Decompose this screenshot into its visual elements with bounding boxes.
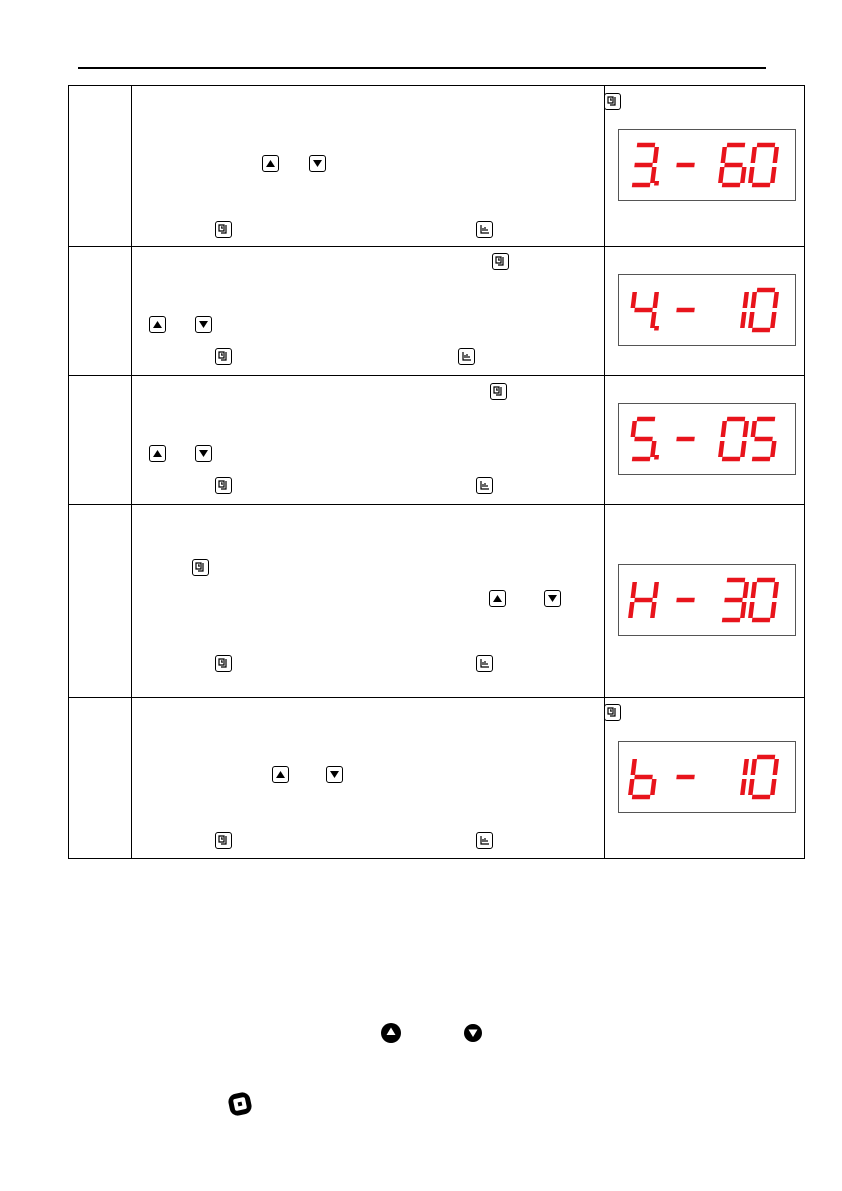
up-arrow-key-icon bbox=[272, 766, 289, 783]
set-key-icon bbox=[215, 348, 232, 365]
down-arrow-key-icon bbox=[195, 316, 212, 333]
segment-digit bbox=[630, 582, 656, 618]
led-display bbox=[618, 564, 796, 636]
table-row bbox=[69, 698, 805, 859]
step-cell bbox=[69, 505, 132, 698]
set-key-icon bbox=[215, 477, 232, 494]
header-rule bbox=[78, 67, 766, 69]
back-key-icon bbox=[476, 655, 493, 672]
round-set-icon bbox=[227, 1091, 253, 1117]
table-row bbox=[69, 376, 805, 505]
back-key-icon bbox=[476, 477, 493, 494]
led-display bbox=[618, 129, 796, 201]
step-cell bbox=[69, 247, 132, 376]
up-arrow-key-icon bbox=[262, 155, 279, 172]
segment-digit bbox=[720, 145, 747, 185]
back-key-icon bbox=[458, 348, 475, 365]
instruction-cell bbox=[132, 376, 605, 505]
segment-digit bbox=[630, 292, 663, 331]
set-key-icon bbox=[490, 383, 507, 400]
back-key-icon bbox=[476, 221, 493, 238]
segment-digit bbox=[632, 145, 663, 186]
down-arrow-key-icon bbox=[195, 445, 212, 462]
segment-digit bbox=[750, 757, 777, 797]
display-cell bbox=[605, 247, 805, 376]
instruction-cell bbox=[132, 247, 605, 376]
segment-digit bbox=[742, 759, 746, 795]
segment-digit bbox=[630, 759, 657, 797]
down-arrow-key-icon bbox=[544, 590, 561, 607]
segment-digit bbox=[742, 292, 746, 328]
set-key-icon bbox=[215, 655, 232, 672]
instruction-cell bbox=[132, 86, 605, 247]
segment-digit bbox=[750, 419, 777, 459]
segment-digit bbox=[750, 290, 777, 330]
step-cell bbox=[69, 86, 132, 247]
led-display bbox=[618, 403, 796, 475]
display-cell bbox=[605, 86, 805, 247]
round-down-icon bbox=[463, 1023, 483, 1043]
instruction-cell bbox=[132, 505, 605, 698]
instruction-cell bbox=[132, 698, 605, 859]
down-arrow-key-icon bbox=[326, 766, 343, 783]
set-key-icon bbox=[215, 832, 232, 849]
table-row bbox=[69, 505, 805, 698]
step-cell bbox=[69, 376, 132, 505]
segment-digit bbox=[750, 580, 777, 620]
segment-digit bbox=[630, 419, 663, 460]
set-key-icon bbox=[492, 253, 509, 270]
segment-digit bbox=[722, 580, 747, 620]
step-cell bbox=[69, 698, 132, 859]
up-arrow-key-icon bbox=[149, 316, 166, 333]
round-up-icon bbox=[380, 1022, 402, 1044]
display-cell bbox=[605, 698, 805, 859]
procedure-table bbox=[68, 85, 805, 859]
display-cell bbox=[605, 376, 805, 505]
up-arrow-key-icon bbox=[489, 590, 506, 607]
set-key-icon bbox=[192, 559, 209, 576]
led-display bbox=[618, 274, 796, 346]
back-key-icon bbox=[476, 832, 493, 849]
down-arrow-key-icon bbox=[309, 155, 326, 172]
led-display bbox=[618, 741, 796, 813]
segment-digit bbox=[720, 419, 747, 459]
segment-digit bbox=[750, 145, 777, 185]
table-row bbox=[69, 86, 805, 247]
display-cell bbox=[605, 505, 805, 698]
table-row bbox=[69, 247, 805, 376]
up-arrow-key-icon bbox=[149, 445, 166, 462]
set-key-icon bbox=[215, 221, 232, 238]
